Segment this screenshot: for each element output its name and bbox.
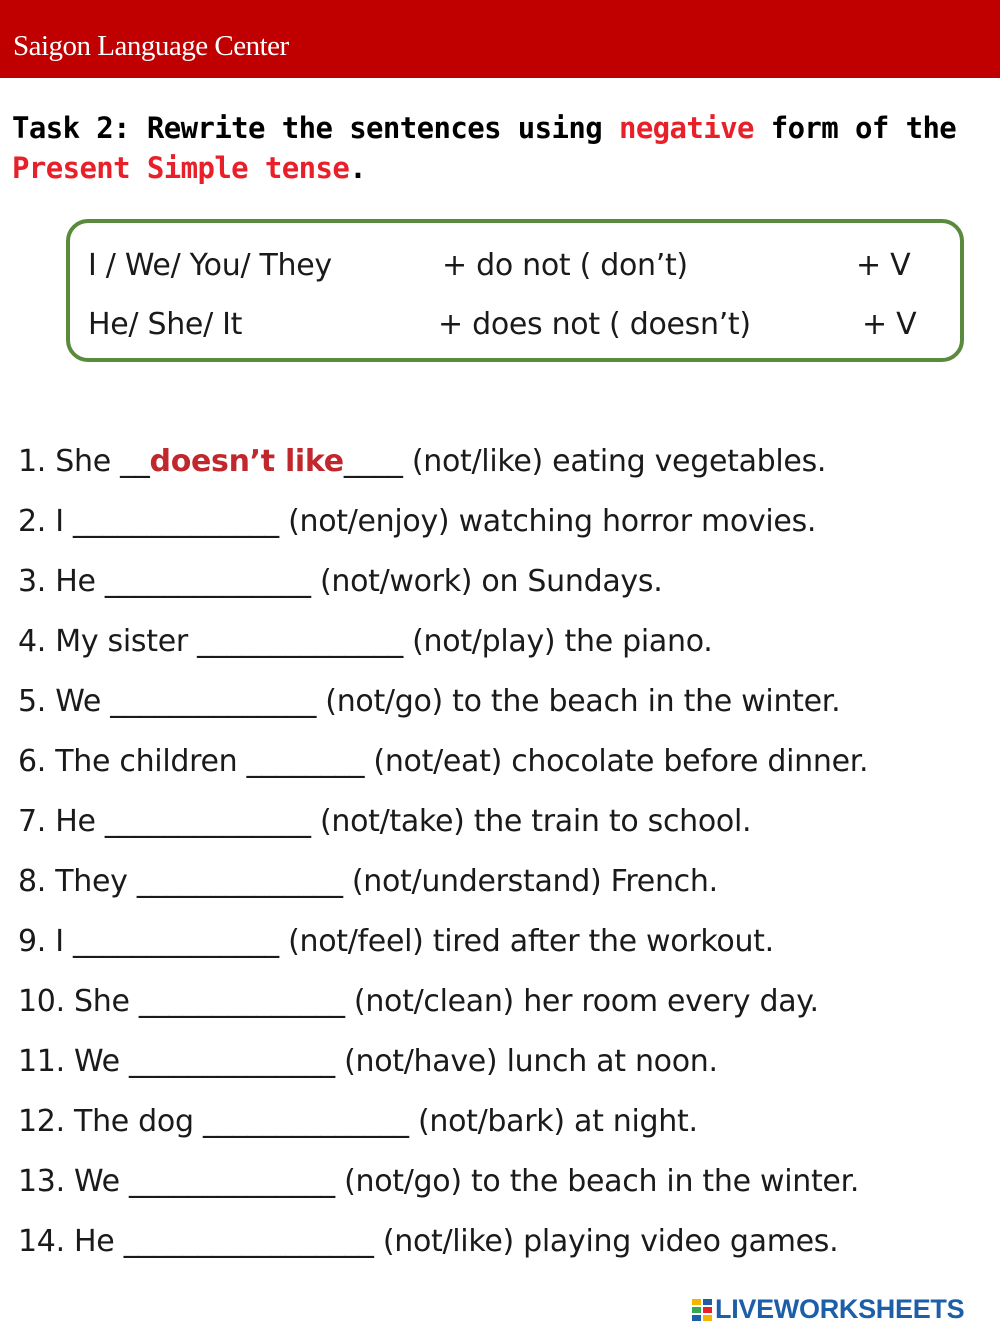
rule-row2-subject: He/ She/ It: [88, 307, 243, 342]
task-instruction: [12, 108, 992, 188]
header-title: Saigon Language Center: [13, 30, 289, 62]
rule-row1-auxiliary: + do not ( don’t): [442, 248, 688, 283]
header-bar: [0, 0, 1000, 78]
exercise-item-3[interactable]: 3. He ______________ (not/work) on Sundays.: [18, 564, 663, 599]
task-text-part3: .: [349, 151, 367, 185]
rule-row2-auxiliary: + does not ( doesn’t): [438, 307, 751, 342]
exercise-item-1: [18, 444, 826, 480]
exercise-item-9[interactable]: 9. I ______________ (not/feel) tired after the workout.: [18, 924, 774, 959]
exercise-1-prefix: 1. She __: [18, 444, 150, 479]
logo-text: LIVEWORKSHEETS: [715, 1294, 965, 1324]
task-text-part2: form of the: [753, 111, 957, 145]
exercise-item-8[interactable]: 8. They ______________ (not/understand) French.: [18, 864, 718, 899]
exercise-item-10[interactable]: 10. She ______________ (not/clean) her room every day.: [18, 984, 819, 1019]
liveworksheets-logo[interactable]: [692, 1294, 964, 1328]
exercise-item-7[interactable]: 7. He ______________ (not/take) the train to school.: [18, 804, 752, 839]
rule-row1-subject: I / We/ You/ They: [88, 248, 332, 283]
task-highlight-negative: negative: [618, 111, 754, 145]
task-highlight-tense: Present Simple tense: [12, 151, 350, 185]
rule-row2-verb: + V: [862, 307, 917, 342]
task-text-part1: Task 2: Rewrite the sentences using: [12, 111, 619, 145]
exercise-1-suffix: ____ (not/like) eating vegetables.: [343, 444, 827, 479]
exercise-item-12[interactable]: 12. The dog ______________ (not/bark) at night.: [18, 1104, 698, 1139]
exercise-item-4[interactable]: 4. My sister ______________ (not/play) the piano.: [18, 624, 713, 659]
exercise-item-14[interactable]: 14. He _________________ (not/like) playing video games.: [18, 1224, 839, 1259]
rule-row1-verb: + V: [856, 248, 911, 283]
exercise-item-13[interactable]: 13. We ______________ (not/go) to the beach in the winter.: [18, 1164, 860, 1199]
exercise-item-6[interactable]: 6. The children ________ (not/eat) chocolate before dinner.: [18, 744, 869, 779]
exercise-1-answer-field[interactable]: doesn’t like: [149, 444, 344, 479]
exercise-item-2[interactable]: 2. I ______________ (not/enjoy) watching horror movies.: [18, 504, 817, 539]
exercise-item-5[interactable]: 5. We ______________ (not/go) to the beach in the winter.: [18, 684, 841, 719]
exercise-item-11[interactable]: 11. We ______________ (not/have) lunch at noon.: [18, 1044, 718, 1079]
liveworksheets-logo-icon: [692, 1299, 712, 1321]
